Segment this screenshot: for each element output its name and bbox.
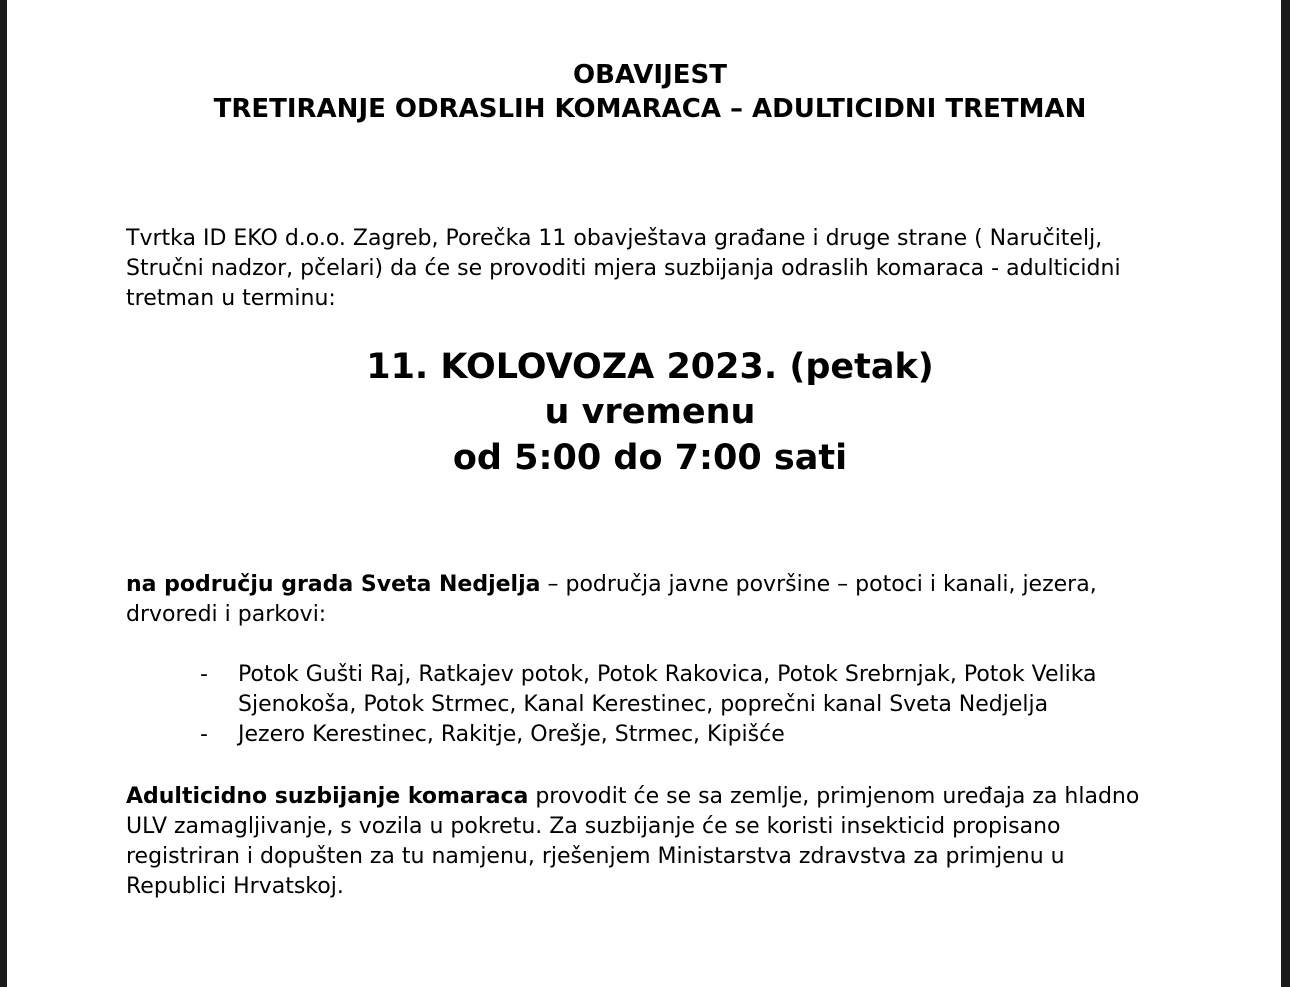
method-lead: Adulticidno suzbijanje komaraca xyxy=(126,784,529,809)
location-item-1-line-2: Sjenokoša, Potok Strmec, Kanal Kerestinec, poprečni kanal Sveta Nedjelja xyxy=(238,692,1049,717)
intro-line-2: Stručni nadzor, pčelari) da će se provoditi mjera suzbijanja odraslih komaraca - adulticidni xyxy=(126,256,1121,281)
treatment-date: 11. KOLOVOZA 2023. (petak) xyxy=(366,347,934,387)
intro-line-1: Tvrtka ID EKO d.o.o. Zagreb, Porečka 11 obavještava građane i druge strane ( Naručitelj, xyxy=(126,226,1103,251)
location-item-2: Jezero Kerestinec, Rakitje, Orešje, Strmec, Kipišće xyxy=(238,722,785,747)
method-line-4: Republici Hrvatskoj. xyxy=(126,874,344,899)
location-list xyxy=(200,660,1097,750)
area-lead: na području grada Sveta Nedjelja xyxy=(126,572,541,597)
area-paragraph xyxy=(126,570,1166,630)
right-window-edge xyxy=(1281,0,1290,987)
method-line-1-rest: provodit će se sa zemlje, primjenom uređaja za hladno xyxy=(528,784,1140,809)
intro-paragraph xyxy=(126,224,1166,314)
intro-line-3: tretman u terminu: xyxy=(126,286,336,311)
left-window-edge xyxy=(0,0,7,987)
area-line-1-rest: – područja javne površine – potoci i kanali, jezera, xyxy=(540,572,1097,597)
area-line-2: drvoredi i parkovi: xyxy=(126,602,327,627)
notice-title: OBAVIJEST xyxy=(573,60,727,90)
list-bullet: - xyxy=(200,722,208,747)
method-paragraph xyxy=(126,782,1166,902)
location-item-1-line-1: Potok Gušti Raj, Ratkajev potok, Potok Rakovica, Potok Srebrnjak, Potok Velika xyxy=(238,662,1097,687)
list-item xyxy=(200,660,1097,720)
time-label: u vremenu xyxy=(544,392,756,432)
area-line-1 xyxy=(126,570,1166,600)
notice-subtitle: TRETIRANJE ODRASLIH KOMARACA – ADULTICIDNI TRETMAN xyxy=(213,94,1087,124)
method-line-1 xyxy=(126,782,1166,812)
list-item xyxy=(200,720,1097,750)
time-range: od 5:00 do 7:00 sati xyxy=(452,438,848,478)
method-line-3: registriran i dopušten za tu namjenu, rješenjem Ministarstva zdravstva za primjenu u xyxy=(126,844,1065,869)
list-bullet: - xyxy=(200,662,208,687)
method-line-2: ULV zamagljivanje, s vozila u pokretu. Za suzbijanje će se koristi insekticid propisano xyxy=(126,814,1061,839)
